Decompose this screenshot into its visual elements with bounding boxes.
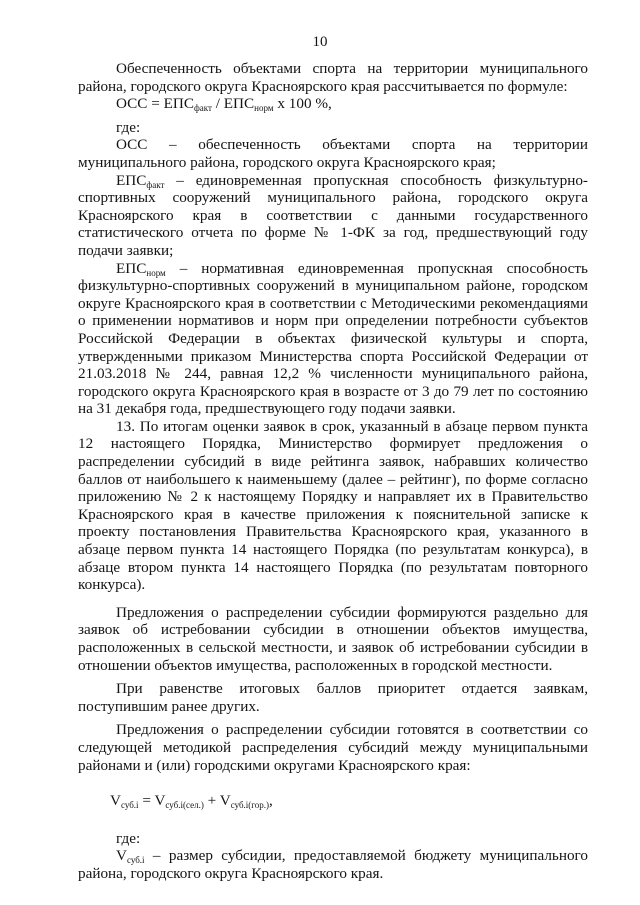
- paragraph-osc-definition: ОСС – обеспеченность объектами спорта на территории муниципального района, городского округа Красноярского края;: [78, 136, 588, 171]
- paragraph-eps-norm-definition: [78, 260, 588, 418]
- paragraph-provision-intro: Обеспеченность объектами спорта на территории муниципального района, городского округа Красноярского края рассчитывается по формуле:: [78, 60, 588, 95]
- formula-part: ,: [269, 792, 273, 810]
- formula-subscript: суб.i: [120, 800, 139, 811]
- formula-part: V: [110, 792, 121, 810]
- formula-subscript: факт: [193, 103, 212, 114]
- term-subscript: норм: [146, 267, 166, 278]
- formula-part: + V: [203, 792, 231, 810]
- formula-part: x 100 %,: [273, 95, 332, 113]
- term: ЕПС: [116, 259, 147, 277]
- formula-v-sub: [78, 792, 588, 810]
- where-label: где:: [116, 829, 141, 847]
- term-subscript: факт: [146, 179, 165, 190]
- formula-subscript: суб.i(гор.): [230, 800, 270, 811]
- formula-subscript: суб.i(сел.): [165, 800, 204, 811]
- paragraph-equal-scores: При равенстве итоговых баллов приоритет отдается заявкам, поступившим ранее других.: [78, 680, 588, 715]
- paragraph-point-13: 13. По итогам оценки заявок в срок, указанный в абзаце первом пункта 12 настоящего Порядка, Министерство формирует предложения о распределении субсидий в виде рейтинга заявок, набравших количество баллов от наибольшего к наименьшему (далее – рейтинг), по форме согласно приложению № 2 к настоящему Порядку и направляет их в Правительство Красноярского края в качестве приложения к пояснительной записке к проекту постановления Правительства Красноярского края, указанного в абзаце первом пункта 14 настоящего Порядка (по результатам конкурса), в абзаце втором пункта 14 настоящего Порядка (по результатам повторного конкурса).: [78, 417, 588, 594]
- term-subscript: суб.i: [126, 855, 145, 866]
- page-number: 10: [312, 34, 328, 50]
- paragraph-v-definition: [78, 847, 588, 882]
- definition-text: – нормативная единовременная пропускная способность физкультурно-спортивных сооружений в муниципальном районе, городском округе Красноярского края в соответствии с Методическими рекомендациями о применении нормативов и норм при определении потребности субъектов Российской Федерации в объектах физической культуры и спорта, утвержденными приказом Министерства спорта Российской Федерации от 21.03.2018 № 244, равная 12,2 % численности муниципального района, городского округа Красноярского края в возрасте от 3 до 79 лет по состоянию на 31 декабря года, предшествующего году подачи заявки.: [78, 259, 588, 418]
- document-body: [78, 60, 588, 883]
- definition-text: – единовременная пропускная способность физкультурно-спортивных сооружений муниципального района, городского округа Красноярского края в соответствии с данными государственного статистического отчета по форме № 1-ФК за год, предшествующий году подачи заявки;: [78, 171, 588, 259]
- formula-part: = V: [138, 792, 166, 810]
- formula-part: / ЕПС: [211, 95, 255, 113]
- term: ЕПС: [116, 171, 147, 189]
- term: V: [116, 847, 127, 865]
- paragraph-separate-proposals: Предложения о распределении субсидии формируются раздельно для заявок об истребовании субсидии в отношении объектов имущества, расположенных в сельской местности, и заявок об истребовании субсидии в отношении объектов имущества, расположенных в городской местности.: [78, 603, 588, 674]
- definition-text: – размер субсидии, предоставляемой бюджету муниципального района, городского округа Красноярского края.: [78, 847, 588, 882]
- formula-osc: [78, 95, 588, 113]
- where-label: где:: [116, 118, 141, 136]
- formula-part: ОСС = ЕПС: [116, 95, 194, 113]
- paragraph-eps-fact-definition: [78, 172, 588, 260]
- paragraph-methodology: Предложения о распределении субсидии готовятся в соответствии со следующей методикой распределения субсидий между муниципальными районами и (или) городскими округами Красноярского края:: [78, 721, 588, 774]
- formula-subscript: норм: [254, 103, 274, 114]
